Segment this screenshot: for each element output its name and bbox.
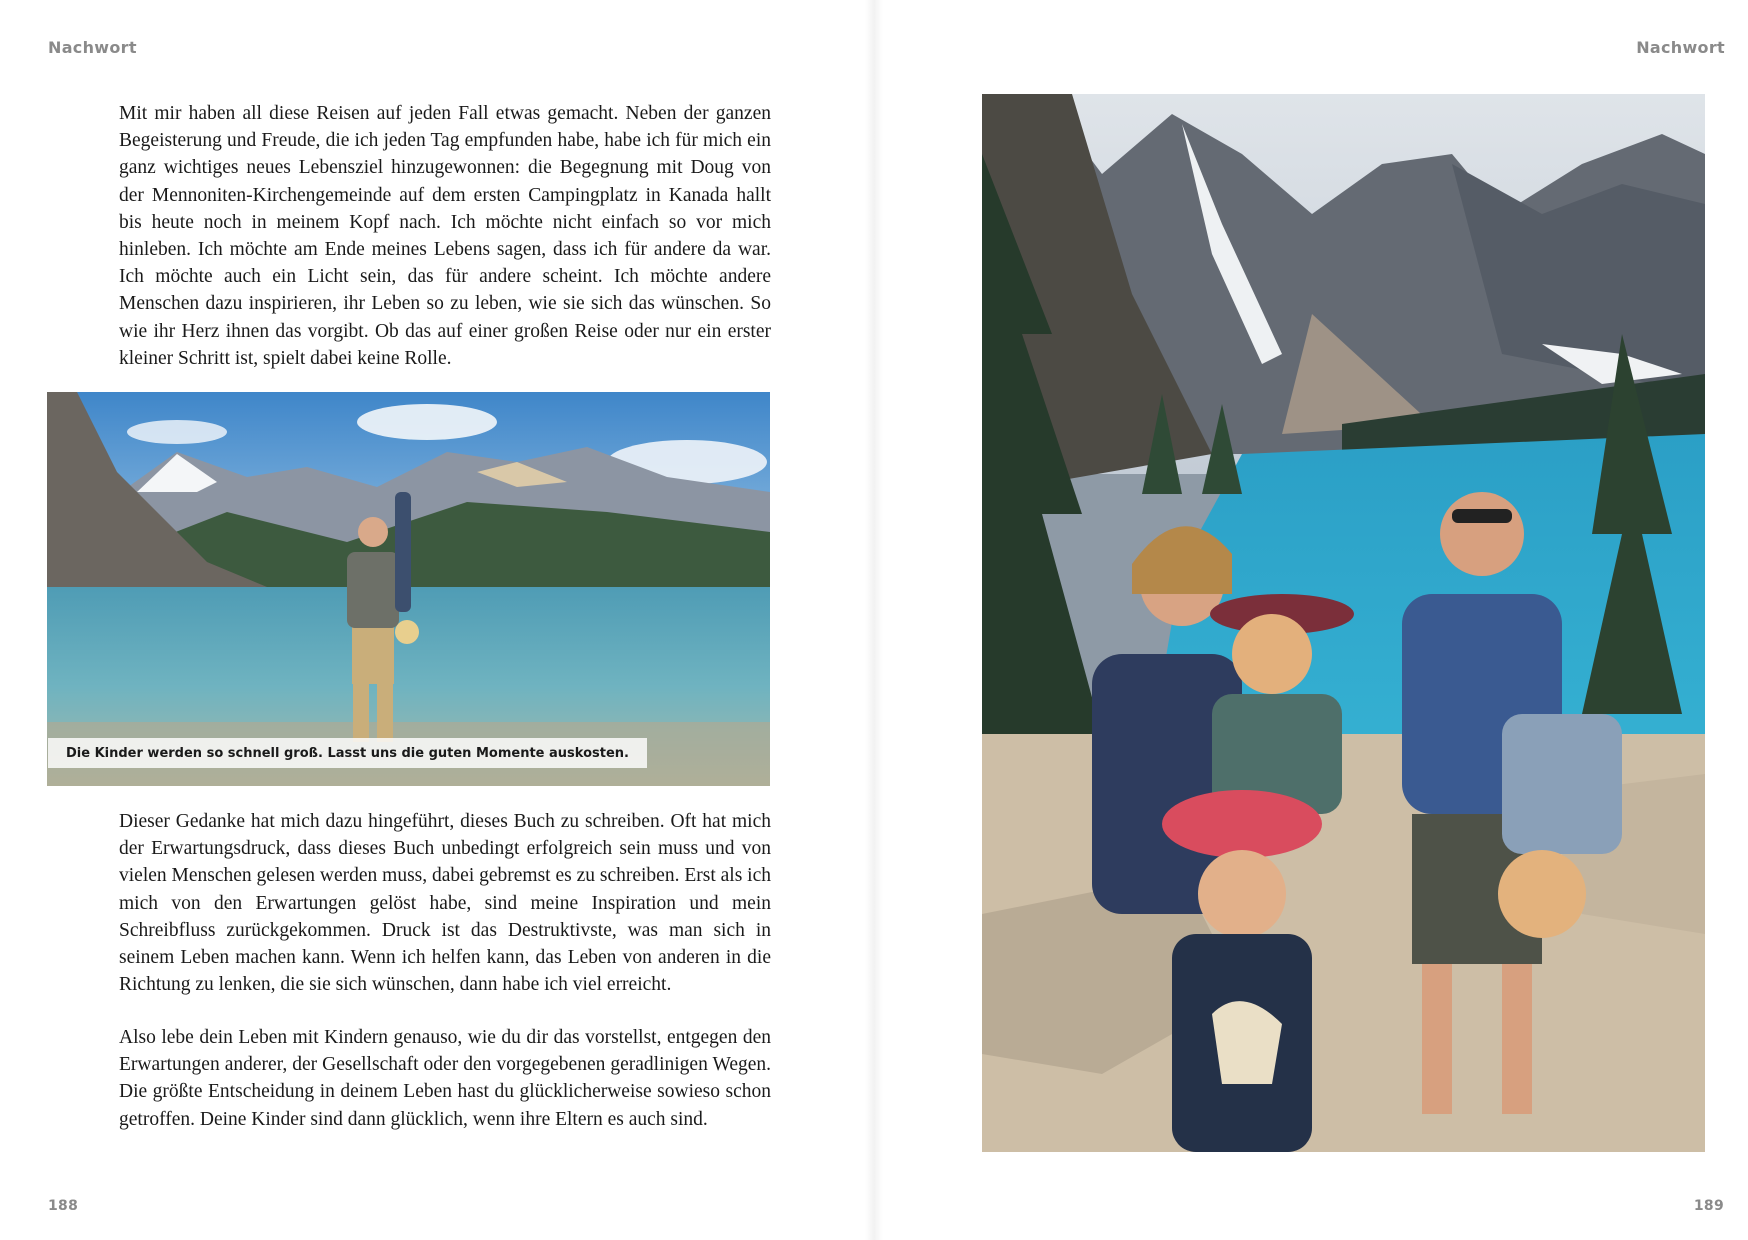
paragraph-2: Dieser Gedanke hat mich dazu hingeführt, dieses Buch zu schreiben. Oft hat mich der Erwartungsdruck, dass dieses Buch unbedingt erfolgreich sein muss und von vielen Menschen gelesen werden muss, dabei gebremst es zu schreiben. Erst als ich mich von den Erwartungen gelöst habe, sind meine Inspiration und mein Schreibfluss zurückgekommen. Druck ist das Destruktivste, was man sich in seinem Leben machen kann. Wenn ich helfen kann, das Leben von anderen in die Richtung zu lenken, die sie sich wünschen, dann habe ich viel erreicht. bbox=[119, 811, 771, 996]
page-gutter bbox=[865, 0, 883, 1240]
running-head-right: Nachwort bbox=[1636, 38, 1725, 57]
family-photo bbox=[982, 94, 1705, 1152]
paragraph-3: Also lebe dein Leben mit Kindern genauso, wie du dir das vorstellst, entgegen den Erwartungen anderer, der Gesellschaft oder den vorgegebenen geradlinigen Wegen. Die größte Entscheidung in deinem Leben hast du glücklicherweise sowieso schon getroffen. Deine Kinder sind dann glücklich, wenn ihre Eltern es auch sind. bbox=[119, 1027, 771, 1130]
photo-caption: Die Kinder werden so schnell groß. Lasst uns die guten Momente auskosten. bbox=[48, 738, 647, 768]
paragraph-1: Mit mir haben all diese Reisen auf jeden Fall etwas gemacht. Neben der ganzen Begeisterung und Freude, die ich jeden Tag empfunden habe, habe ich für mich ein ganz wichtiges neues Lebensziel hinzugewonnen: die Begegnung mit Doug von der Mennoniten-Kirchengemeinde auf dem ersten Campingplatz in Kanada hallt bis heute noch in meinem Kopf nach. Ich möchte nicht einfach so vor mich hinleben. Ich möchte am Ende meines Lebens sagen, dass ich für andere da war. Ich möchte auch ein Licht sein, das für andere scheint. Ich möchte andere Menschen dazu inspirieren, ihr Leben so zu leben, wie sie sich das wünschen. So wie ihr Herz ihnen das vorgibt. Ob das auf einer großen Reise oder nur ein erster kleiner Schritt ist, spielt dabei keine Rolle. bbox=[119, 103, 771, 369]
page-number-right: 189 bbox=[1693, 1198, 1724, 1214]
family-at-lake-illustration bbox=[982, 94, 1705, 1152]
running-head-left: Nachwort bbox=[48, 38, 137, 57]
lake-landscape-illustration bbox=[47, 392, 770, 786]
lake-photo bbox=[47, 392, 770, 786]
page-number-left: 188 bbox=[48, 1198, 79, 1214]
